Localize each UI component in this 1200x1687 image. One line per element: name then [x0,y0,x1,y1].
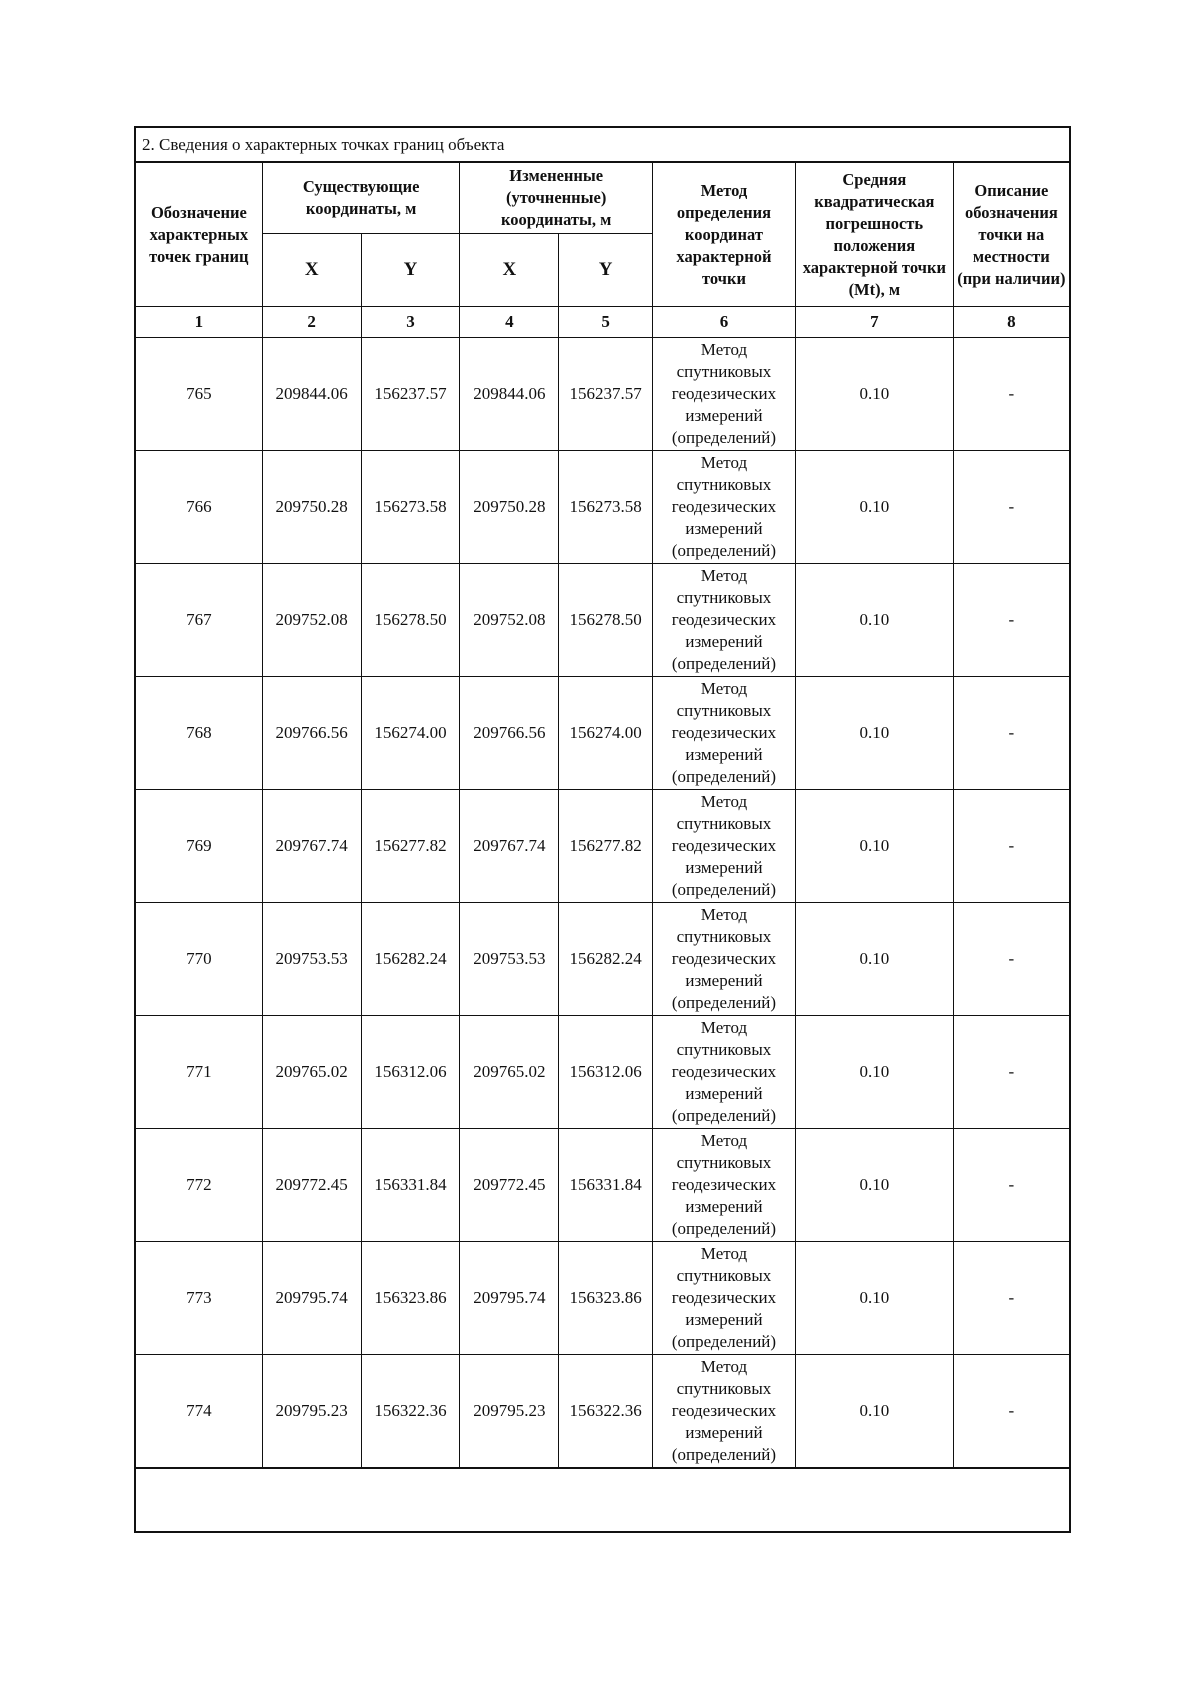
changed-y-cell: 156282.24 [559,903,653,1016]
header-existing-x: X [262,234,361,307]
column-number: 8 [953,307,1070,338]
column-number: 5 [559,307,653,338]
method-line: спутниковых [676,814,772,833]
description-cell: - [953,1355,1070,1469]
table-row [135,1016,1070,1129]
changed-y-cell: 156322.36 [559,1355,653,1469]
method-line: (определений) [671,654,777,673]
method-line: (определений) [671,767,777,786]
method-line: Метод [700,453,748,472]
method-cell [652,677,795,790]
method-line: измерений [685,1310,763,1329]
method-line: (определений) [671,993,777,1012]
method-line: спутниковых [676,588,772,607]
method-cell [652,451,795,564]
existing-x-cell: 209750.28 [262,451,361,564]
method-line: спутниковых [676,1266,772,1285]
changed-y-cell: 156274.00 [559,677,653,790]
boundary-points-sheet [134,126,1071,1533]
method-line: спутниковых [676,1153,772,1172]
changed-x-cell: 209752.08 [460,564,559,677]
existing-x-cell: 209795.23 [262,1355,361,1469]
method-line: (определений) [671,1445,777,1464]
method-line: измерений [685,1423,763,1442]
header-method: Метод определения координат характерной точки [652,162,795,307]
table-body [135,338,1070,1469]
point-number-cell: 768 [135,677,262,790]
point-number-cell: 767 [135,564,262,677]
rms-error-cell: 0.10 [795,1242,953,1355]
rms-error-cell: 0.10 [795,903,953,1016]
method-line: (определений) [671,880,777,899]
rms-error-cell: 0.10 [795,677,953,790]
method-line: геодезических [671,1288,777,1307]
method-line: измерений [685,858,763,877]
rms-error-cell: 0.10 [795,451,953,564]
changed-y-cell: 156273.58 [559,451,653,564]
changed-y-cell: 156312.06 [559,1016,653,1129]
method-line: геодезических [671,836,777,855]
description-cell: - [953,677,1070,790]
table-row [135,1242,1070,1355]
method-line: измерений [685,1084,763,1103]
existing-y-cell: 156282.24 [361,903,460,1016]
method-line: геодезических [671,723,777,742]
table-row [135,790,1070,903]
method-line: спутниковых [676,701,772,720]
changed-x-cell: 209795.23 [460,1355,559,1469]
point-number-cell: 773 [135,1242,262,1355]
method-line: измерений [685,519,763,538]
table-row [135,564,1070,677]
existing-y-cell: 156331.84 [361,1129,460,1242]
method-line: спутниковых [676,1040,772,1059]
method-line: (определений) [671,1332,777,1351]
existing-x-cell: 209766.56 [262,677,361,790]
point-number-cell: 770 [135,903,262,1016]
table-row [135,1355,1070,1469]
method-line: геодезических [671,1401,777,1420]
method-cell [652,1129,795,1242]
point-number-cell: 769 [135,790,262,903]
existing-y-cell: 156278.50 [361,564,460,677]
existing-x-cell: 209765.02 [262,1016,361,1129]
existing-x-cell: 209753.53 [262,903,361,1016]
point-number-cell: 765 [135,338,262,451]
point-number-cell: 774 [135,1355,262,1469]
changed-x-cell: 209795.74 [460,1242,559,1355]
existing-y-cell: 156323.86 [361,1242,460,1355]
method-line: спутниковых [676,362,772,381]
column-number: 3 [361,307,460,338]
existing-y-cell: 156237.57 [361,338,460,451]
method-line: измерений [685,971,763,990]
method-line: измерений [685,632,763,651]
description-cell: - [953,790,1070,903]
existing-y-cell: 156322.36 [361,1355,460,1469]
method-cell [652,1355,795,1469]
method-line: Метод [700,905,748,924]
table-row [135,338,1070,451]
existing-x-cell: 209772.45 [262,1129,361,1242]
changed-x-cell: 209844.06 [460,338,559,451]
header-point-designation: Обозначение характерных точек границ [135,162,262,307]
column-number-row [135,307,1070,338]
description-cell: - [953,1129,1070,1242]
method-line: геодезических [671,1062,777,1081]
point-number-cell: 772 [135,1129,262,1242]
table-row [135,451,1070,564]
column-number: 4 [460,307,559,338]
column-number: 1 [135,307,262,338]
changed-x-cell: 209766.56 [460,677,559,790]
rms-error-cell: 0.10 [795,1129,953,1242]
changed-x-cell: 209767.74 [460,790,559,903]
description-cell: - [953,903,1070,1016]
changed-x-cell: 209772.45 [460,1129,559,1242]
column-number: 2 [262,307,361,338]
method-line: (определений) [671,1106,777,1125]
point-number-cell: 766 [135,451,262,564]
existing-y-cell: 156274.00 [361,677,460,790]
existing-x-cell: 209795.74 [262,1242,361,1355]
table-footer-empty-row [134,1469,1071,1533]
method-line: измерений [685,1197,763,1216]
existing-y-cell: 156273.58 [361,451,460,564]
method-line: геодезических [671,949,777,968]
method-line: (определений) [671,1219,777,1238]
section-title: 2. Сведения о характерных точках границ объекта [134,126,1071,161]
changed-y-cell: 156277.82 [559,790,653,903]
header-rms-error: Средняя квадратическая погрешность положения характерной точки (Mt), м [795,162,953,307]
rms-error-cell: 0.10 [795,1016,953,1129]
method-line: спутниковых [676,1379,772,1398]
header-description: Описание обозначения точки на местности (при наличии) [953,162,1070,307]
column-number: 7 [795,307,953,338]
method-line: Метод [700,566,748,585]
method-line: геодезических [671,610,777,629]
existing-y-cell: 156312.06 [361,1016,460,1129]
header-existing-coords: Существующие координаты, м [262,162,460,234]
method-cell [652,903,795,1016]
method-line: (определений) [671,428,777,447]
header-changed-coords: Измененные (уточненные) координаты, м [460,162,652,234]
description-cell: - [953,1242,1070,1355]
description-cell: - [953,1016,1070,1129]
method-line: геодезических [671,497,777,516]
description-cell: - [953,451,1070,564]
method-line: Метод [700,1018,748,1037]
method-line: измерений [685,745,763,764]
method-line: измерений [685,406,763,425]
method-line: спутниковых [676,475,772,494]
method-cell [652,564,795,677]
header-changed-x: X [460,234,559,307]
existing-x-cell: 209752.08 [262,564,361,677]
method-line: Метод [700,1357,748,1376]
method-cell [652,1242,795,1355]
table-row [135,677,1070,790]
description-cell: - [953,564,1070,677]
method-cell [652,338,795,451]
column-number: 6 [652,307,795,338]
changed-y-cell: 156323.86 [559,1242,653,1355]
existing-y-cell: 156277.82 [361,790,460,903]
method-line: геодезических [671,384,777,403]
rms-error-cell: 0.10 [795,1355,953,1469]
changed-x-cell: 209750.28 [460,451,559,564]
method-line: Метод [700,679,748,698]
changed-y-cell: 156331.84 [559,1129,653,1242]
changed-y-cell: 156237.57 [559,338,653,451]
method-line: геодезических [671,1175,777,1194]
description-cell: - [953,338,1070,451]
method-line: Метод [700,792,748,811]
rms-error-cell: 0.10 [795,338,953,451]
table-row [135,1129,1070,1242]
boundary-points-table [134,161,1071,1469]
method-cell [652,790,795,903]
method-line: Метод [700,1131,748,1150]
changed-x-cell: 209765.02 [460,1016,559,1129]
method-line: спутниковых [676,927,772,946]
method-cell [652,1016,795,1129]
existing-x-cell: 209844.06 [262,338,361,451]
existing-x-cell: 209767.74 [262,790,361,903]
header-changed-y: Y [559,234,653,307]
changed-y-cell: 156278.50 [559,564,653,677]
method-line: Метод [700,340,748,359]
method-line: Метод [700,1244,748,1263]
header-existing-y: Y [361,234,460,307]
table-row [135,903,1070,1016]
method-line: (определений) [671,541,777,560]
rms-error-cell: 0.10 [795,790,953,903]
changed-x-cell: 209753.53 [460,903,559,1016]
point-number-cell: 771 [135,1016,262,1129]
rms-error-cell: 0.10 [795,564,953,677]
